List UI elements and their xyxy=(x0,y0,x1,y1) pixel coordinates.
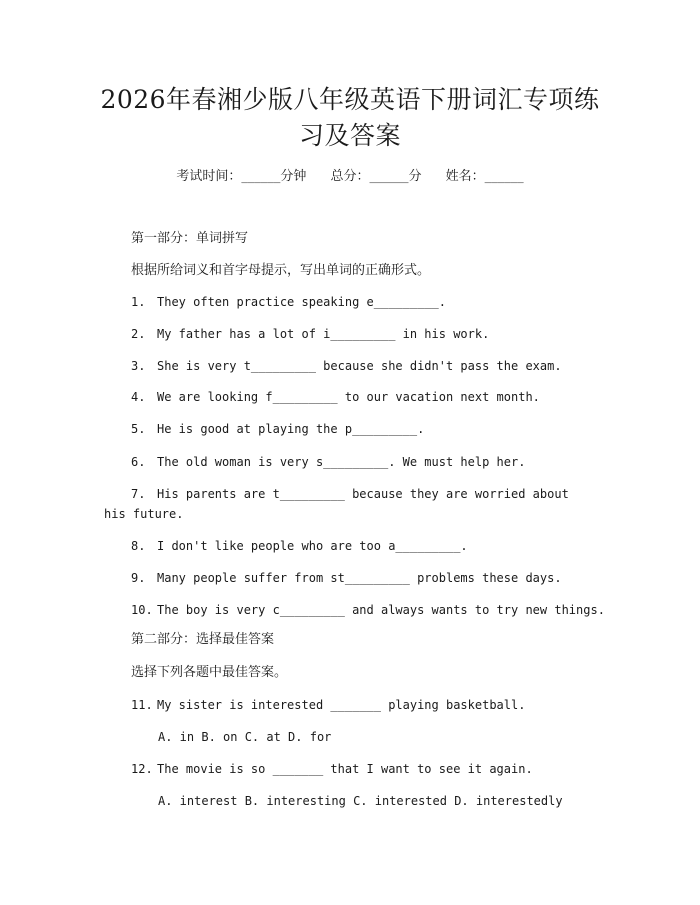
question-number: 6. xyxy=(131,455,146,469)
question-number: 10. xyxy=(131,603,153,617)
question-11 xyxy=(131,695,525,715)
part1-instruction: 根据所给词义和首字母提示，写出单词的正确形式。 xyxy=(131,263,431,278)
question-text: The boy is very c_________ and always wants to try new things. xyxy=(157,603,605,617)
title-line-2: 习及答案 xyxy=(298,121,401,150)
question-number: 5. xyxy=(131,422,146,436)
question-text: My sister is interested _______ playing basketball. xyxy=(157,698,526,712)
question-number: 8. xyxy=(131,539,146,553)
question-text: Many people suffer from st_________ problems these days. xyxy=(157,571,562,585)
question-text: The movie is so _______ that I want to see it again. xyxy=(157,762,533,776)
question-number: 9. xyxy=(131,571,146,585)
question-text: My father has a lot of i_________ in his work. xyxy=(157,327,490,341)
question-number: 2. xyxy=(131,327,146,341)
question-text: We are looking f_________ to our vacation next month. xyxy=(157,390,540,404)
student-name: 姓名：______ xyxy=(445,169,524,184)
question-text: His parents are t_________ because they are worried about his future. xyxy=(104,487,569,521)
question-2 xyxy=(131,324,489,344)
question-10 xyxy=(131,600,605,620)
question-text: They often practice speaking e_________. xyxy=(157,295,446,309)
exam-info xyxy=(0,168,700,186)
question-number: 12. xyxy=(131,762,153,776)
question-number: 3. xyxy=(131,359,146,373)
question-7 xyxy=(104,484,584,524)
question-text: He is good at playing the p_________. xyxy=(157,422,425,436)
question-3 xyxy=(131,356,562,376)
question-number: 4. xyxy=(131,390,146,404)
document-title xyxy=(60,82,640,154)
part2-heading: 第二部分：选择最佳答案 xyxy=(131,632,275,647)
question-4 xyxy=(131,387,540,407)
question-text: She is very t_________ because she didn't pass the exam. xyxy=(157,359,562,373)
question-text: The old woman is very s_________. We must help her. xyxy=(157,455,526,469)
question-9 xyxy=(131,568,562,588)
title-line-1: 2026年春湘少版八年级英语下册词汇专项练 xyxy=(100,85,600,114)
question-12 xyxy=(131,759,533,779)
question-11-options: A. in B. on C. at D. for xyxy=(158,730,332,744)
question-number: 7. xyxy=(131,487,146,501)
question-number: 11. xyxy=(131,698,153,712)
question-6 xyxy=(131,452,525,472)
part2-instruction: 选择下列各题中最佳答案。 xyxy=(131,665,288,680)
question-number: 1. xyxy=(131,295,146,309)
part1-heading: 第一部分：单词拼写 xyxy=(131,231,249,246)
question-5 xyxy=(131,419,424,439)
exam-time: 考试时间：______分钟 xyxy=(176,169,307,184)
question-8 xyxy=(131,536,468,556)
exam-score: 总分：______分 xyxy=(330,169,422,184)
question-12-options: A. interest B. interesting C. interested D. interestedly xyxy=(158,794,563,808)
question-text: I don't like people who are too a_________. xyxy=(157,539,468,553)
question-1 xyxy=(131,292,446,312)
